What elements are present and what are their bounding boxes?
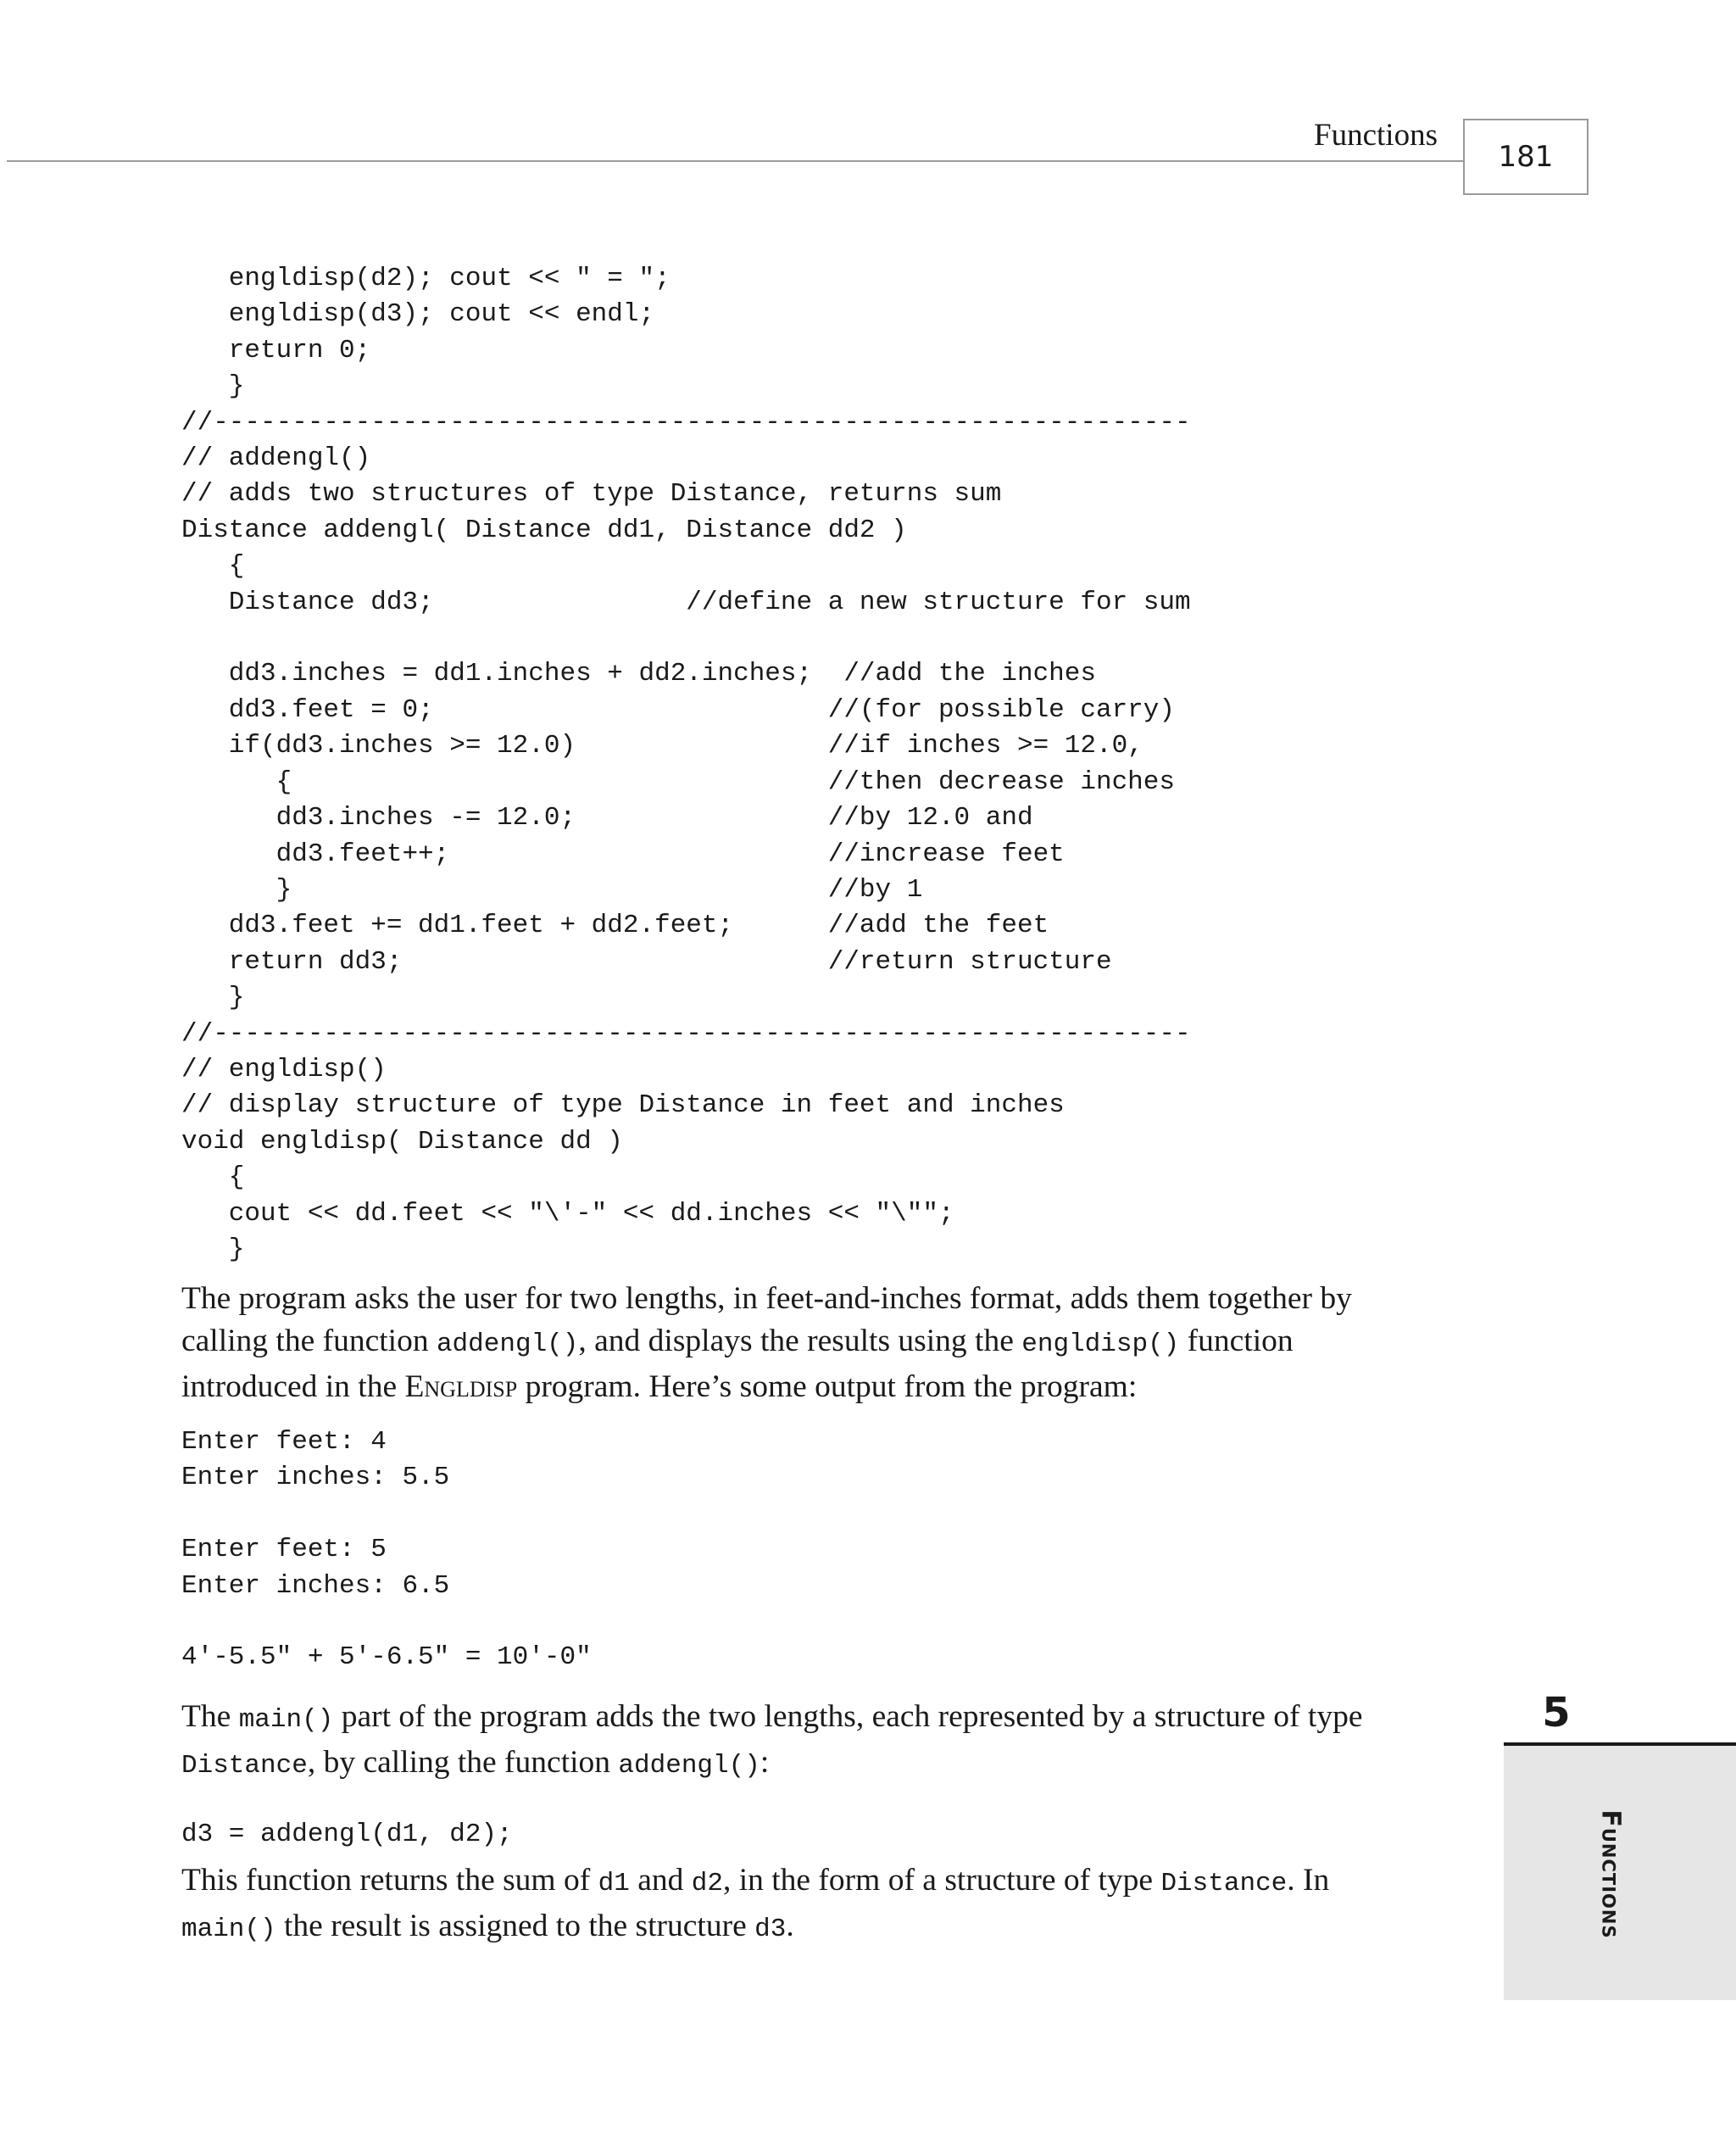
inline-code: main() — [181, 1915, 276, 1944]
text-run: , and displays the results using the — [578, 1324, 1022, 1358]
text-run: . In — [1287, 1863, 1330, 1898]
inline-code: engldisp() — [1021, 1329, 1180, 1359]
page-number: 181 — [1498, 140, 1554, 174]
code-listing: engldisp(d2); cout << " = "; engldisp(d3); cout << endl; return 0; } //-------------------------------------------------------------- // addengl() // adds two structures of type Distance, returns sum Distance addengl( Distance dd1, Distance dd2 ) { Distance dd3; //define a new structure for sum dd3.inches = dd1.inches + dd2.inches; //add the inches dd3.feet = 0; //(for possible carry) if(dd3.inches >= 12.0) //if inches >= 12.0, { //then decrease inches dd3.inches -= 12.0; //by 12.0 and dd3.feet++; //increase feet } //by 1 dd3.feet += dd1.feet + dd2.feet; //add the feet return dd3; //return structure } //-------------------------------------------------------------- // engldisp() // display structure of type Distance in feet and inches void engldisp( Distance dd ) { cout << dd.feet << "\'-" << dd.inches << "\""; } — [181, 264, 1191, 1264]
text-run: This function returns the sum of — [181, 1863, 598, 1898]
text-run: and — [629, 1863, 692, 1898]
inline-code: addengl() — [618, 1751, 760, 1781]
paragraph-return-description — [181, 1859, 1419, 1951]
text-run: . — [786, 1909, 794, 1943]
program-output: Enter feet: 4 Enter inches: 5.5 Enter feet: 5 Enter inches: 6.5 4'-5.5" + 5'-6.5" = 10'-0" — [181, 1427, 592, 1673]
running-header-title: Functions — [1314, 118, 1438, 153]
text-run: : — [760, 1745, 770, 1780]
inline-code: Distance — [181, 1751, 308, 1781]
text-run: part of the program adds the two lengths, each represented by a structure of type — [333, 1699, 1363, 1734]
paragraph-program-description — [181, 1278, 1419, 1408]
chapter-label: Functions — [1595, 1809, 1626, 1939]
text-run: the result is assigned to the structure — [275, 1909, 755, 1943]
text-run: The — [181, 1699, 239, 1734]
inline-code: main() — [238, 1705, 334, 1735]
chapter-tab-label-wrap — [1543, 1798, 1678, 1950]
inline-code: addengl() — [436, 1329, 579, 1359]
inline-code: d1 — [598, 1869, 630, 1898]
text-run: program. Here’s some output from the program: — [517, 1369, 1138, 1404]
header-rule — [7, 160, 1463, 162]
chapter-number: 5 — [1542, 1689, 1571, 1736]
text-run: function introduced in the — [181, 1324, 1294, 1404]
inline-code: d3 — [754, 1915, 787, 1944]
text-run: , by calling the function — [307, 1745, 619, 1780]
page-number-box — [1463, 119, 1589, 195]
code-statement: d3 = addengl(d1, d2); — [181, 1820, 513, 1849]
inline-code: Distance — [1160, 1869, 1288, 1898]
program-name: Engldisp — [404, 1369, 518, 1404]
inline-code: d2 — [691, 1869, 723, 1898]
paragraph-main-description — [181, 1696, 1419, 1787]
text-run: , in the form of a structure of type — [722, 1863, 1161, 1898]
text-run: The program asks the user for two lengths, in feet-and-inches format, adds them together by calling the function — [181, 1281, 1352, 1358]
